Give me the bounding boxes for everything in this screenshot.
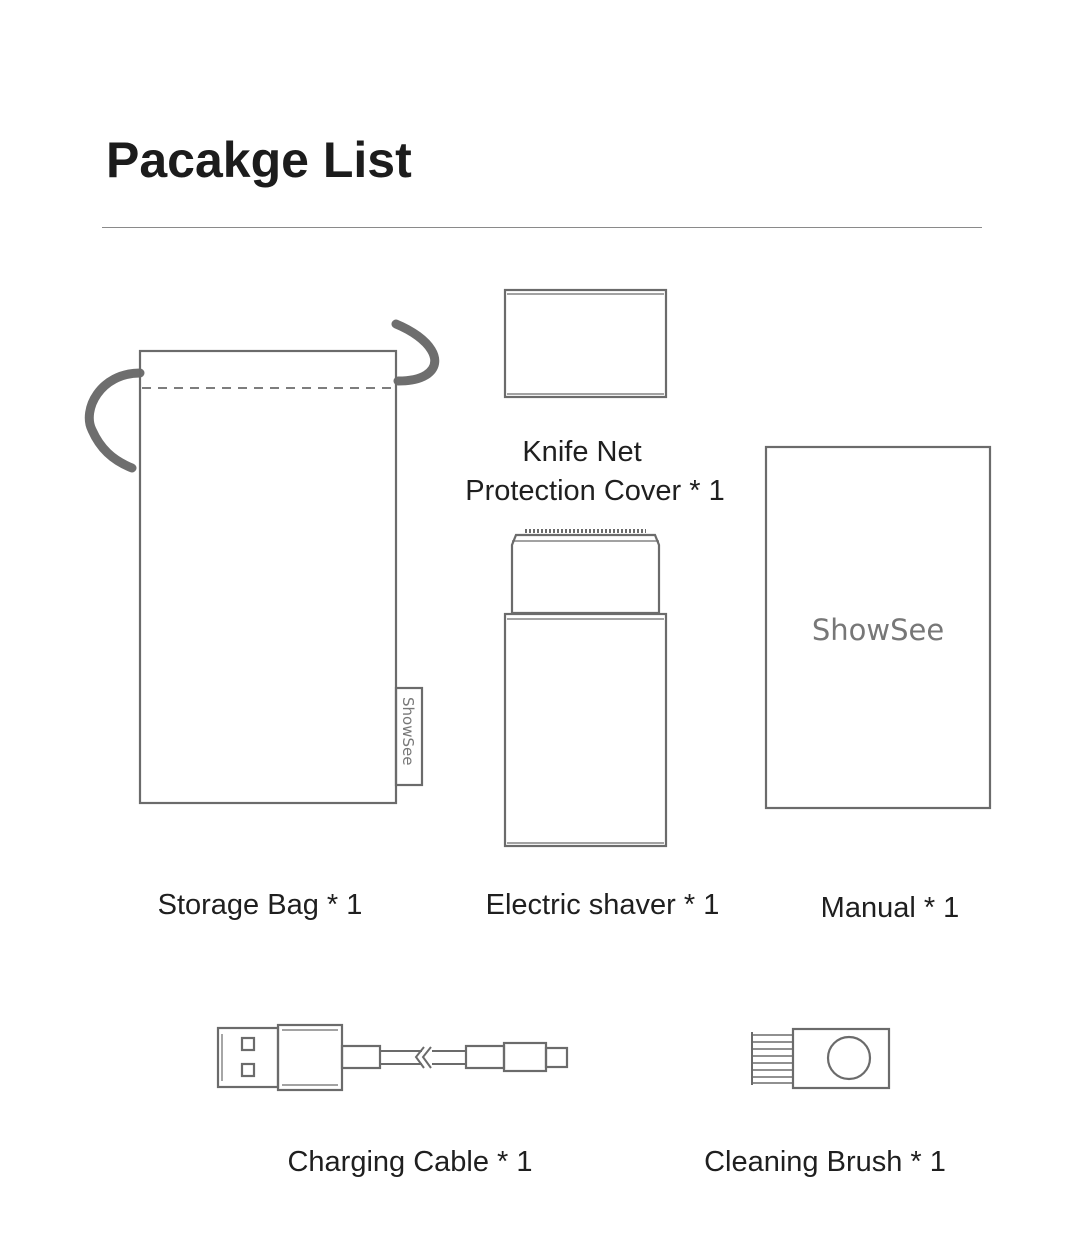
bag-tag-text: ShowSee [399,697,417,766]
drawstring-right [396,324,435,381]
bag-body [140,351,396,803]
drawstring-left [89,373,140,468]
electric-shaver-illustration [505,531,666,846]
knife-net-cover-illustration [505,290,666,397]
charging-cable-illustration [218,1025,567,1090]
storage-bag-label: Storage Bag * 1 [157,889,363,921]
cleaning-brush-label: Cleaning Brush * 1 [704,1146,946,1178]
charging-cable-label: Charging Cable * 1 [287,1146,533,1178]
manual-brand-text: ShowSee [811,613,945,647]
manual-label: Manual * 1 [820,892,960,924]
electric-shaver-label: Electric shaver * 1 [485,889,720,921]
page-title: Pacakge List [106,132,412,188]
storage-bag-illustration [89,324,434,803]
cleaning-brush-illustration [752,1029,889,1088]
manual-illustration [766,447,990,808]
knife-net-cover-label-line2: Protection Cover * 1 [465,475,725,507]
knife-net-cover-label-line1: Knife Net [522,436,642,468]
